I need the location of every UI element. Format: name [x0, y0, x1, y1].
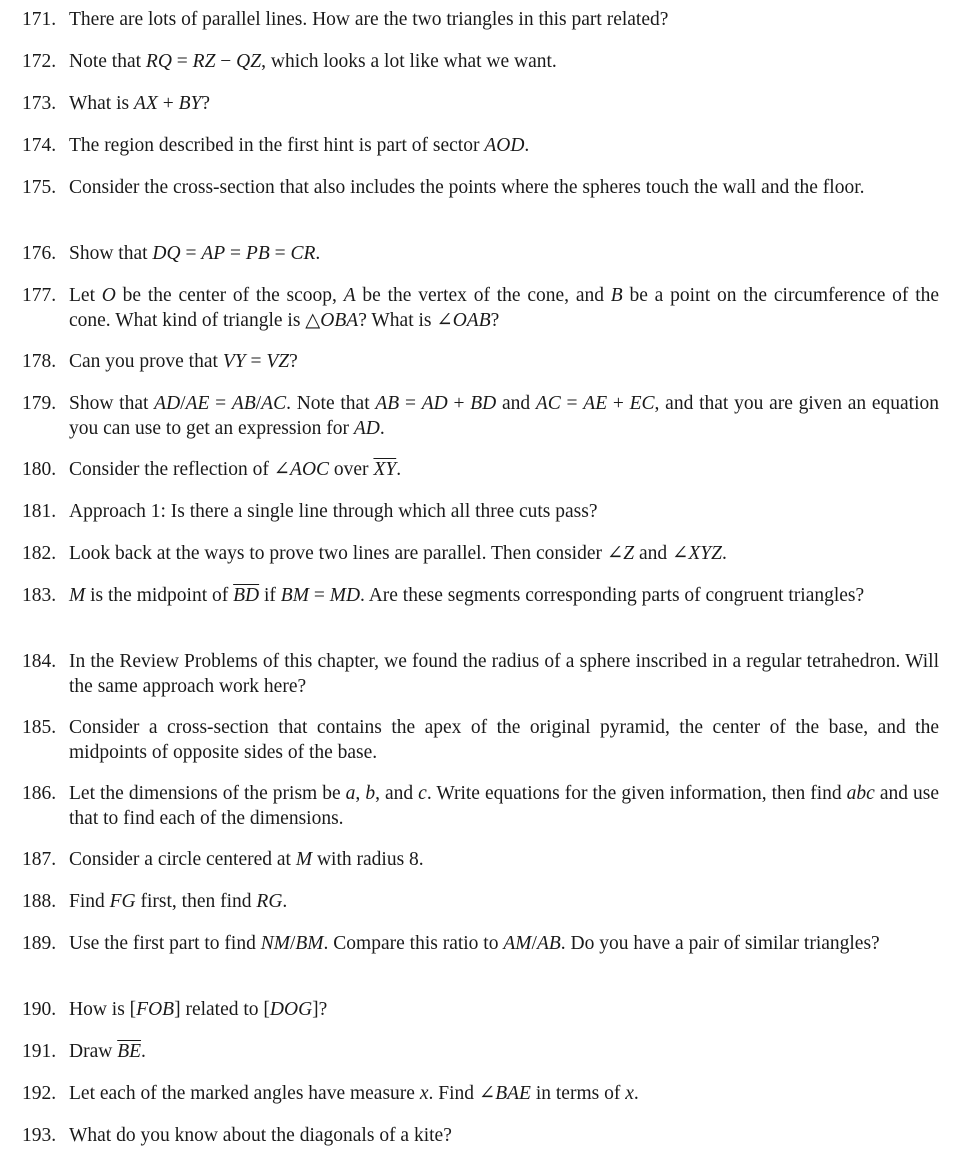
- hint-item: [0, 583, 960, 608]
- math-var: CR: [290, 243, 316, 264]
- math-var: NM: [260, 933, 290, 954]
- hint-text: Look back at the ways to prove two lines are parallel. Then consider ∠Z and ∠XYZ.: [69, 543, 727, 564]
- hint-item: [0, 931, 960, 956]
- hint-number: 193.: [22, 1125, 57, 1146]
- math-var: BM: [295, 933, 324, 954]
- math-var: AOD: [484, 135, 525, 156]
- math-var: M: [295, 849, 313, 870]
- math-var: VZ: [266, 351, 290, 372]
- hint-item: [0, 7, 960, 32]
- hint-text: Find FG first, then find RG.: [69, 891, 288, 912]
- math-var: EC: [629, 393, 655, 414]
- hint-text: Let O be the center of the scoop, A be the vertex of the cone, and B be a point on the circumference of the cone. What kind of triangle is △OBA? What is ∠OAB?: [69, 285, 940, 331]
- math-var: AB: [536, 933, 561, 954]
- math-var: abc: [846, 783, 875, 804]
- math-var: b: [365, 783, 376, 804]
- hint-text: Can you prove that VY = VZ?: [69, 351, 298, 372]
- math-var: BM: [280, 585, 309, 606]
- math-var: A: [343, 285, 356, 306]
- hint-text: Consider the reflection of ∠AOC over $\overline{XY}$.: [69, 459, 402, 480]
- math-var: OBA: [320, 310, 359, 331]
- hint-text: Use the first part to find NM/BM. Compare this ratio to AM/AB. Do you have a pair of similar triangles?: [69, 933, 880, 954]
- hint-number: 190.: [22, 999, 57, 1020]
- hint-text: M is the midpoint of $\overline{BD}$ if BM = MD. Are these segments corresponding parts of congruent triangles?: [69, 585, 865, 606]
- math-var: RZ: [192, 51, 216, 72]
- hint-item: [0, 175, 960, 200]
- hint-number: 191.: [22, 1041, 57, 1062]
- math-var: QZ: [236, 51, 262, 72]
- math-var: PB: [245, 243, 270, 264]
- hint-item: [0, 1039, 960, 1064]
- hint-number: 177.: [22, 285, 57, 306]
- hint-number: 183.: [22, 585, 57, 606]
- hint-item: [0, 889, 960, 914]
- hint-number: 175.: [22, 177, 57, 198]
- hint-text: Let the dimensions of the prism be a, b, and c. Write equations for the given information, then find abc and use that to find each of the dimensions.: [69, 783, 940, 829]
- math-var: OAB: [452, 310, 491, 331]
- math-var: AD: [421, 393, 448, 414]
- hint-text: Show that DQ = AP = PB = CR.: [69, 243, 321, 264]
- math-var: Z: [623, 543, 635, 564]
- hint-number: 182.: [22, 543, 57, 564]
- hint-item: [0, 997, 960, 1022]
- math-var: DOG: [269, 999, 313, 1020]
- hint-item: [0, 781, 960, 831]
- hint-number: 186.: [22, 783, 57, 804]
- hint-text: There are lots of parallel lines. How are the two triangles in this part related?: [69, 9, 669, 30]
- math-var: DQ: [152, 243, 181, 264]
- segment-name: $\overline{BD}$: [233, 585, 260, 606]
- hint-text: The region described in the first hint is part of sector AOD.: [69, 135, 530, 156]
- hint-item: [0, 49, 960, 74]
- hint-number: 184.: [22, 651, 57, 672]
- math-var: AC: [535, 393, 561, 414]
- math-var: M: [69, 585, 86, 606]
- math-var: AE: [583, 393, 608, 414]
- math-var: FOB: [136, 999, 175, 1020]
- math-var: AB: [231, 393, 256, 414]
- hint-number: 171.: [22, 9, 57, 30]
- math-var: XYZ: [688, 543, 722, 564]
- hint-number: 185.: [22, 717, 57, 738]
- math-var: x: [419, 1083, 429, 1104]
- math-var: AM: [503, 933, 532, 954]
- math-var: MD: [329, 585, 361, 606]
- math-var: BAE: [495, 1083, 531, 1104]
- hint-item: [0, 283, 960, 333]
- math-var: AD: [353, 418, 380, 439]
- math-var: AOC: [290, 459, 330, 480]
- hint-text: Consider a cross-section that contains the apex of the original pyramid, the center of the base, and the midpoints of opposite sides of the base.: [69, 717, 939, 763]
- math-var: AD: [154, 393, 181, 414]
- hint-item: [0, 391, 960, 441]
- math-var: BY: [178, 93, 202, 114]
- math-var: a: [345, 783, 356, 804]
- hint-text: What do you know about the diagonals of a kite?: [69, 1125, 452, 1146]
- hint-text: Consider the cross-section that also includes the points where the spheres touch the wall and the floor.: [69, 177, 865, 198]
- math-var: FG: [109, 891, 136, 912]
- hint-number: 178.: [22, 351, 57, 372]
- hint-text: How is [FOB] related to [DOG]?: [69, 999, 328, 1020]
- segment-name: $\overline{BE}$: [117, 1041, 142, 1062]
- math-var: VY: [222, 351, 246, 372]
- math-var: AC: [261, 393, 287, 414]
- hint-number: 173.: [22, 93, 57, 114]
- hint-item: [0, 847, 960, 872]
- hint-number: 192.: [22, 1083, 57, 1104]
- math-var: BD: [470, 393, 497, 414]
- math-var: AE: [185, 393, 210, 414]
- hint-number: 174.: [22, 135, 57, 156]
- hint-text: In the Review Problems of this chapter, we found the radius of a sphere inscribed in a regular tetrahedron. Will the same approach work here?: [69, 651, 939, 697]
- hint-text: Draw $\overline{BE}$.: [69, 1041, 146, 1062]
- hint-number: 189.: [22, 933, 57, 954]
- hint-text: Approach 1: Is there a single line through which all three cuts pass?: [69, 501, 598, 522]
- hint-number: 172.: [22, 51, 57, 72]
- hint-item: [0, 649, 960, 699]
- hint-text: Note that RQ = RZ − QZ, which looks a lot like what we want.: [69, 51, 557, 72]
- hint-number: 179.: [22, 393, 57, 414]
- math-var: O: [101, 285, 116, 306]
- hint-item: [0, 349, 960, 374]
- hint-number: 176.: [22, 243, 57, 264]
- hint-number: 180.: [22, 459, 57, 480]
- math-var: B: [610, 285, 623, 306]
- math-var: AX: [133, 93, 158, 114]
- hint-item: [0, 541, 960, 566]
- segment-name: $\overline{XY}$: [373, 459, 397, 480]
- math-var: x: [625, 1083, 634, 1104]
- hint-text: What is AX + BY?: [69, 93, 210, 114]
- math-var: RQ: [145, 51, 172, 72]
- math-var: RG: [256, 891, 283, 912]
- hint-item: [0, 457, 960, 482]
- hint-text: Show that AD/AE = AB/AC. Note that AB = AD + BD and AC = AE + EC, and that you are given an equation you can use to get an expression for AD.: [69, 393, 939, 439]
- hint-number: 188.: [22, 891, 57, 912]
- math-var: c: [418, 783, 427, 804]
- hint-item: [0, 91, 960, 116]
- math-var: AB: [375, 393, 400, 414]
- hint-item: [0, 715, 960, 765]
- math-var: AP: [201, 243, 226, 264]
- hint-number: 187.: [22, 849, 57, 870]
- hint-text: Consider a circle centered at M with radius 8.: [69, 849, 424, 870]
- hint-item: [0, 241, 960, 266]
- hint-number: 181.: [22, 501, 57, 522]
- hint-item: [0, 1081, 960, 1106]
- hint-item: [0, 1123, 960, 1148]
- hint-item: [0, 133, 960, 158]
- hint-text: Let each of the marked angles have measure x. Find ∠BAE in terms of x.: [69, 1083, 639, 1104]
- hint-item: [0, 499, 960, 524]
